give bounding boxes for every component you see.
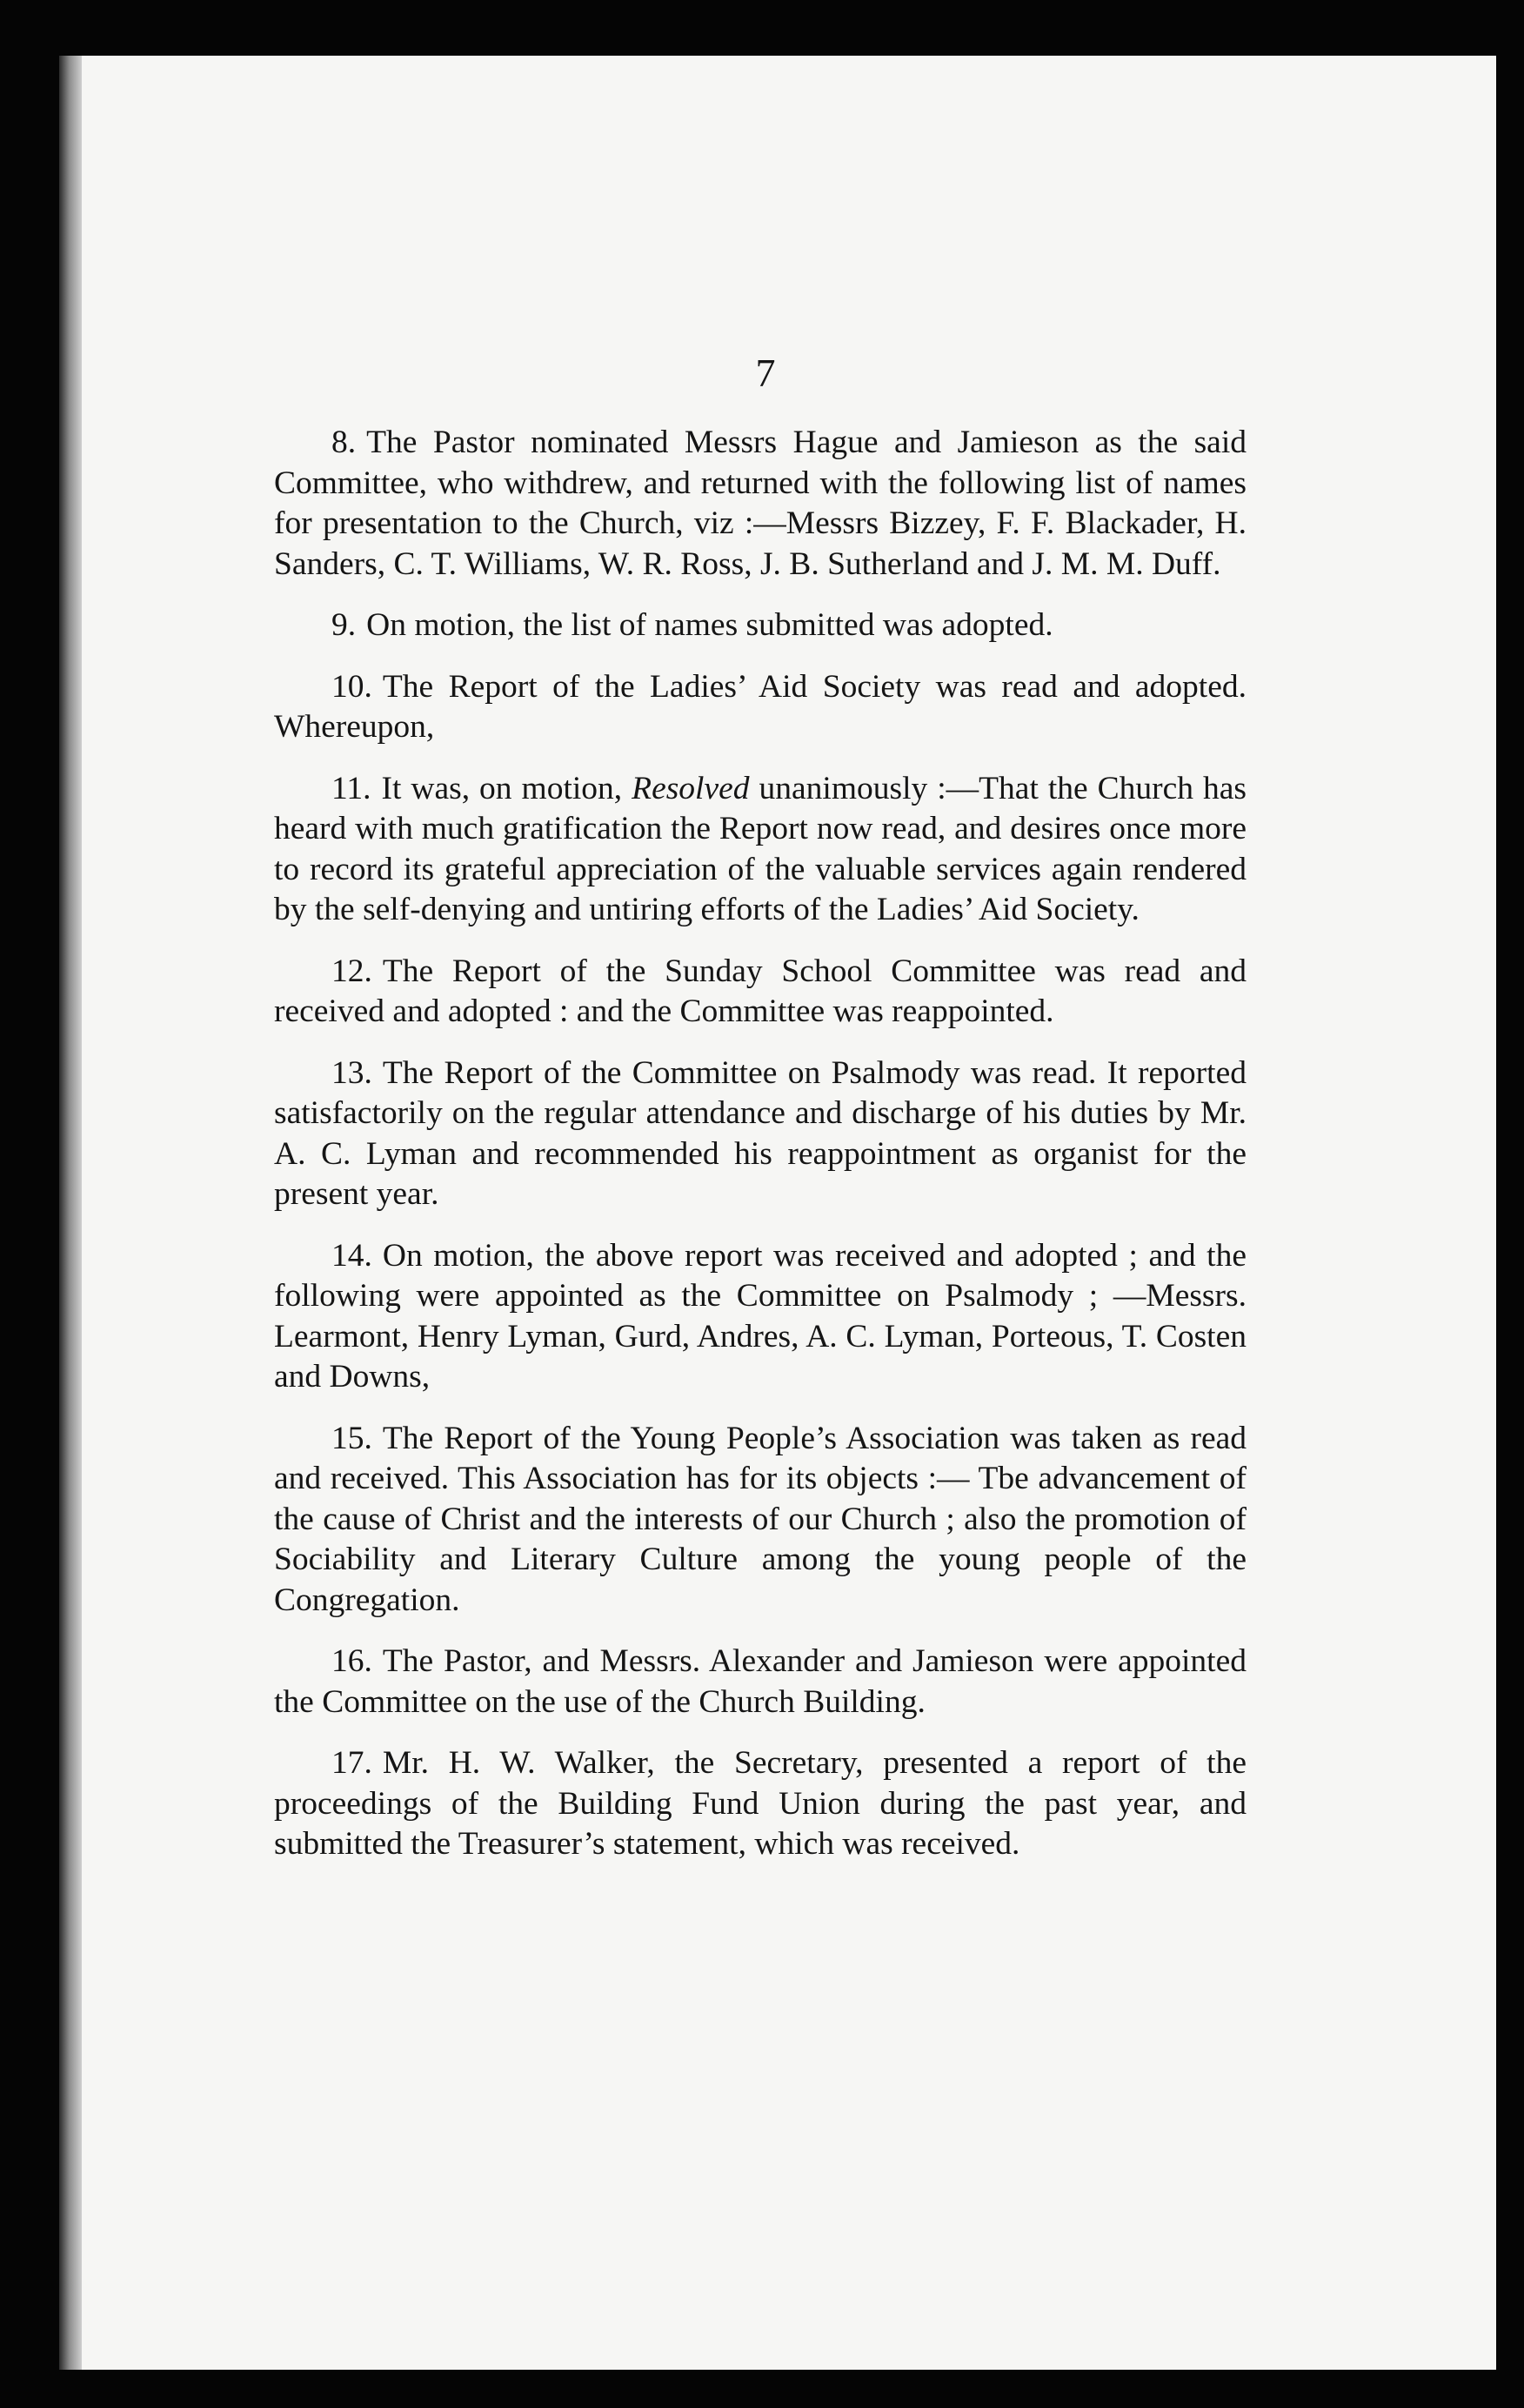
- paragraph-text-end: unanimously :—That the Church has heard with much gratification the Report now read, and desires once more to record its grateful appreciation of the valuable services again rendered by the self-denying and untiring efforts of the Ladies’ Aid Society.: [274, 770, 1247, 927]
- paragraph-number: 13.: [331, 1054, 372, 1091]
- paragraph-10: [274, 667, 1247, 748]
- paragraph-number: 15.: [331, 1420, 372, 1456]
- paragraph-number: 9.: [331, 607, 357, 643]
- paragraph-13: [274, 1054, 1247, 1215]
- paragraph-14: [274, 1236, 1247, 1398]
- paragraph-11: [274, 769, 1247, 931]
- paragraph-number: 10.: [331, 668, 372, 705]
- paragraph-number: 16.: [331, 1643, 372, 1679]
- paragraph-number: 8.: [331, 425, 357, 460]
- paragraph-12: [274, 952, 1247, 1033]
- paragraph-number: 14.: [331, 1237, 372, 1274]
- paragraph-text: Mr. H. W. Walker, the Secretary, presented a report of the proceedings of the Building Fund Union during the past year, and submitted the Treasurer’s statement, which was received.: [274, 1745, 1247, 1862]
- paragraph-text: The Pastor nominated Messrs Hague and Jamieson as the said Committee, who withdrew, and returned with the following list of names for presentation to the Church, viz :—Messrs Bizzey, F. F. Blackader, H. Sanders, C. T. Williams, W. R. Ross, J. B. Sutherland and J. M. M. Duff.: [274, 425, 1247, 582]
- paragraph-text: On motion, the above report was received and adopted ; and the following were appointed as the Committee on Psalmody ; —Messrs. Learmont, Henry Lyman, Gurd, Andres, A. C. Lyman, Porteous, T. Costen and Downs,: [274, 1237, 1247, 1395]
- paragraph-text: The Report of the Ladies’ Aid Society was read and adopted. Whereupon,: [274, 668, 1247, 745]
- paragraph-text: The Pastor, and Messrs. Alexander and Jamieson were appointed the Committee on the use of the Church Building.: [274, 1643, 1247, 1720]
- document-body: [274, 423, 1247, 1886]
- paragraph-15: [274, 1419, 1247, 1622]
- paragraph-number: 12.: [331, 953, 372, 989]
- paragraph-text: The Report of the Young People’s Association was taken as read and received. This Association has for its objects :— Tbe advancement of the cause of Christ and the interests of our Church ; also the promotion of Sociability and Literary Culture among the young people of the Congregation.: [274, 1420, 1247, 1618]
- paragraph-text: On motion, the list of names submitted was adopted.: [366, 607, 1053, 643]
- emphasis-resolved: Resolved: [632, 770, 750, 806]
- binding-edge: [59, 56, 82, 2370]
- paragraph-number: 17.: [331, 1745, 372, 1781]
- paragraph-text-start: It was, on motion,: [381, 770, 623, 806]
- page-number: 7: [755, 351, 776, 395]
- paragraph-number: 11.: [331, 770, 371, 806]
- paragraph-17: [274, 1743, 1247, 1865]
- paragraph-16: [274, 1642, 1247, 1722]
- paragraph-8: [274, 423, 1247, 585]
- paragraph-9: [274, 605, 1247, 646]
- paragraph-text: The Report of the Sunday School Committee was read and received and adopted : and the Committee was reappointed.: [274, 953, 1247, 1029]
- paragraph-text: The Report of the Committee on Psalmody was read. It reported satisfactorily on the regular attendance and discharge of his duties by Mr. A. C. Lyman and recommended his reappointment as organist for the present year.: [274, 1054, 1247, 1212]
